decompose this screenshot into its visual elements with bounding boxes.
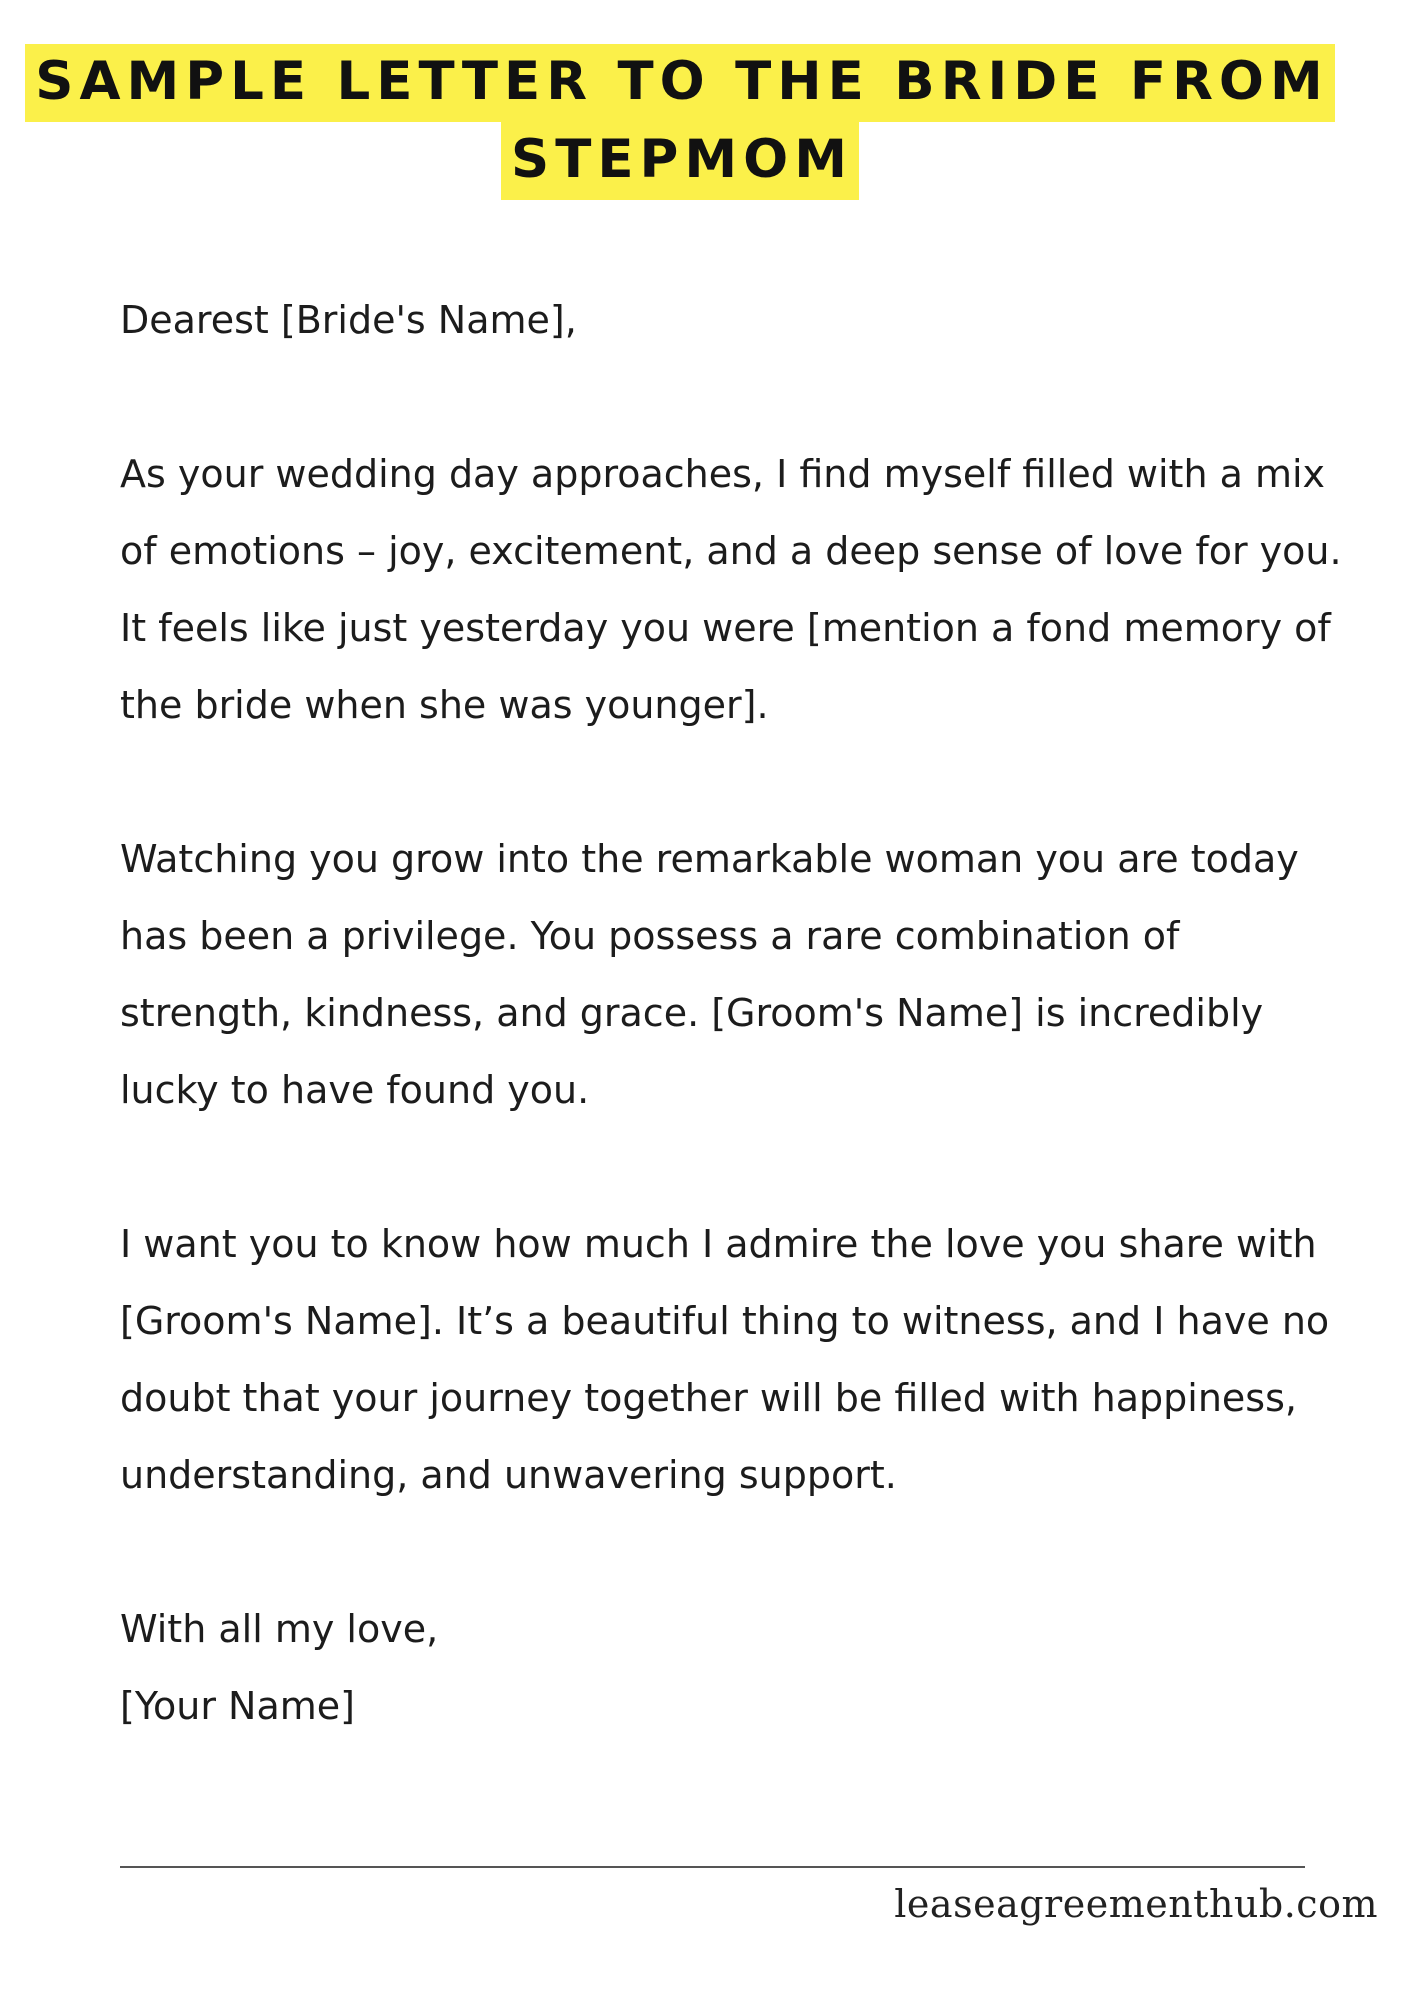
document-title [0, 44, 1360, 200]
letter-body [120, 282, 1350, 1745]
title-line-1: SAMPLE LETTER TO THE BRIDE FROM [25, 44, 1334, 122]
letter-paragraph-2: Watching you grow into the remarkable woman you are today has been a privilege. You possess a rare combination of strength, kindness, and grace. [Groom's Name] is incredibly lucky to have found you. [120, 837, 1299, 1112]
letter-signature: [Your Name] [120, 1684, 355, 1728]
letter-greeting: Dearest [Bride's Name], [120, 298, 577, 342]
footer-website: leaseagreementhub.com [894, 1882, 1378, 1926]
letter-closing: With all my love, [120, 1607, 439, 1651]
title-line-2: STEPMOM [501, 122, 859, 200]
letter-paragraph-1: As your wedding day approaches, I find myself filled with a mix of emotions – joy, excitement, and a deep sense of love for you. It feels like just yesterday you were [mention a fond memory of the bride when she was younger]. [120, 452, 1342, 727]
footer-divider [120, 1866, 1305, 1868]
letter-paragraph-3: I want you to know how much I admire the love you share with [Groom's Name]. It’s a beautiful thing to witness, and I have no doubt that your journey together will be filled with happiness, understanding, and unwavering support. [120, 1222, 1330, 1497]
